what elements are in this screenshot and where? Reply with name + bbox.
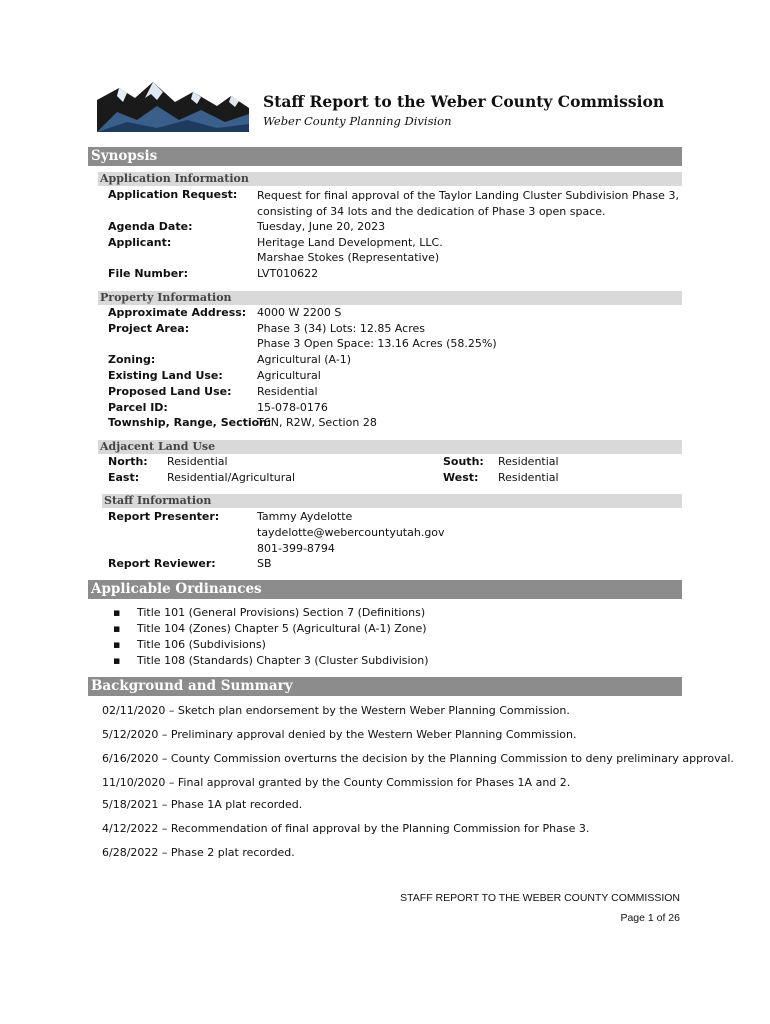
applicant-value: Heritage Land Development, LLC. xyxy=(257,236,443,249)
report-title: Staff Report to the Weber County Commission xyxy=(263,92,665,111)
background-summary-heading: Background and Summary xyxy=(88,677,682,696)
applicable-ordinances-heading: Applicable Ordinances xyxy=(88,580,682,599)
bullet-icon: ▪ xyxy=(113,622,121,635)
project-area-lots: Phase 3 (34) Lots: 12.85 Acres xyxy=(257,322,425,335)
mountain-logo-icon xyxy=(97,80,249,132)
agenda-date-value: Tuesday, June 20, 2023 xyxy=(257,220,386,233)
list-item: 5/12/2020 – Preliminary approval denied by the Western Weber Planning Commission. xyxy=(102,728,577,741)
application-request-label: Application Request: xyxy=(108,188,238,201)
proposed-land-use-value: Residential xyxy=(257,385,318,398)
address-label: Approximate Address: xyxy=(108,306,247,319)
east-value: Residential/Agricultural xyxy=(167,471,296,484)
report-presenter-name: Tammy Aydelotte xyxy=(257,510,353,523)
north-label: North: xyxy=(108,455,148,468)
list-item: ▪ Title 108 (Standards) Chapter 3 (Cluster Subdivision) xyxy=(113,654,429,667)
project-area-label: Project Area: xyxy=(108,322,190,335)
report-reviewer-label: Report Reviewer: xyxy=(108,557,216,570)
township-range-section-value: T6N, R2W, Section 28 xyxy=(257,416,377,429)
staff-information-heading: Staff Information xyxy=(102,494,682,508)
adjacent-land-use-heading: Adjacent Land Use xyxy=(98,440,682,454)
south-label: South: xyxy=(443,455,484,468)
west-value: Residential xyxy=(498,471,559,484)
west-label: West: xyxy=(443,471,479,484)
report-subtitle: Weber County Planning Division xyxy=(263,114,452,128)
report-presenter-email[interactable]: taydelotte@webercountyutah.gov xyxy=(257,526,445,539)
existing-land-use-label: Existing Land Use: xyxy=(108,369,223,382)
report-presenter-label: Report Presenter: xyxy=(108,510,220,523)
bullet-icon: ▪ xyxy=(113,654,121,667)
list-item: 6/28/2022 – Phase 2 plat recorded. xyxy=(102,846,295,859)
south-value: Residential xyxy=(498,455,559,468)
parcel-id-value: 15-078-0176 xyxy=(257,401,328,414)
synopsis-heading: Synopsis xyxy=(88,147,682,166)
file-number-value: LVT010622 xyxy=(257,267,319,280)
list-item: ▪ Title 104 (Zones) Chapter 5 (Agricultural (A-1) Zone) xyxy=(113,622,427,635)
applicant-representative: Marshae Stokes (Representative) xyxy=(257,251,440,264)
applicant-label: Applicant: xyxy=(108,236,172,249)
report-reviewer-value: SB xyxy=(257,557,272,570)
zoning-label: Zoning: xyxy=(108,353,156,366)
report-presenter-phone: 801-399-8794 xyxy=(257,542,335,555)
footer-report-title: STAFF REPORT TO THE WEBER COUNTY COMMISSION xyxy=(400,892,680,904)
agenda-date-label: Agenda Date: xyxy=(108,220,193,233)
list-item: 11/10/2020 – Final approval granted by the County Commission for Phases 1A and 2. xyxy=(102,776,571,789)
page-number: Page 1 of 26 xyxy=(620,912,680,924)
application-information-heading: Application Information xyxy=(98,172,682,186)
list-item: 6/16/2020 – County Commission overturns the decision by the Planning Commission to deny preliminary approval. xyxy=(102,752,734,765)
list-item: 4/12/2022 – Recommendation of final approval by the Planning Commission for Phase 3. xyxy=(102,822,590,835)
east-label: East: xyxy=(108,471,140,484)
bullet-icon: ▪ xyxy=(113,638,121,651)
address-value: 4000 W 2200 S xyxy=(257,306,342,319)
parcel-id-label: Parcel ID: xyxy=(108,401,168,414)
existing-land-use-value: Agricultural xyxy=(257,369,321,382)
bullet-icon: ▪ xyxy=(113,606,121,619)
list-item: 5/18/2021 – Phase 1A plat recorded. xyxy=(102,798,303,811)
list-item: ▪ Title 101 (General Provisions) Section 7 (Definitions) xyxy=(113,606,426,619)
property-information-heading: Property Information xyxy=(98,291,682,305)
zoning-value: Agricultural (A-1) xyxy=(257,353,352,366)
list-item: ▪ Title 106 (Subdivisions) xyxy=(113,638,266,651)
township-range-section-label: Township, Range, Section: xyxy=(108,416,272,429)
project-area-open-space: Phase 3 Open Space: 13.16 Acres (58.25%) xyxy=(257,337,497,350)
list-item: 02/11/2020 – Sketch plan endorsement by the Western Weber Planning Commission. xyxy=(102,704,570,717)
north-value: Residential xyxy=(167,455,228,468)
application-request-value: Request for final approval of the Taylor Landing Cluster Subdivision Phase 3, consisting of 34 lots and the dedication of Phase 3 open space. xyxy=(257,189,679,218)
proposed-land-use-label: Proposed Land Use: xyxy=(108,385,232,398)
file-number-label: File Number: xyxy=(108,267,189,280)
